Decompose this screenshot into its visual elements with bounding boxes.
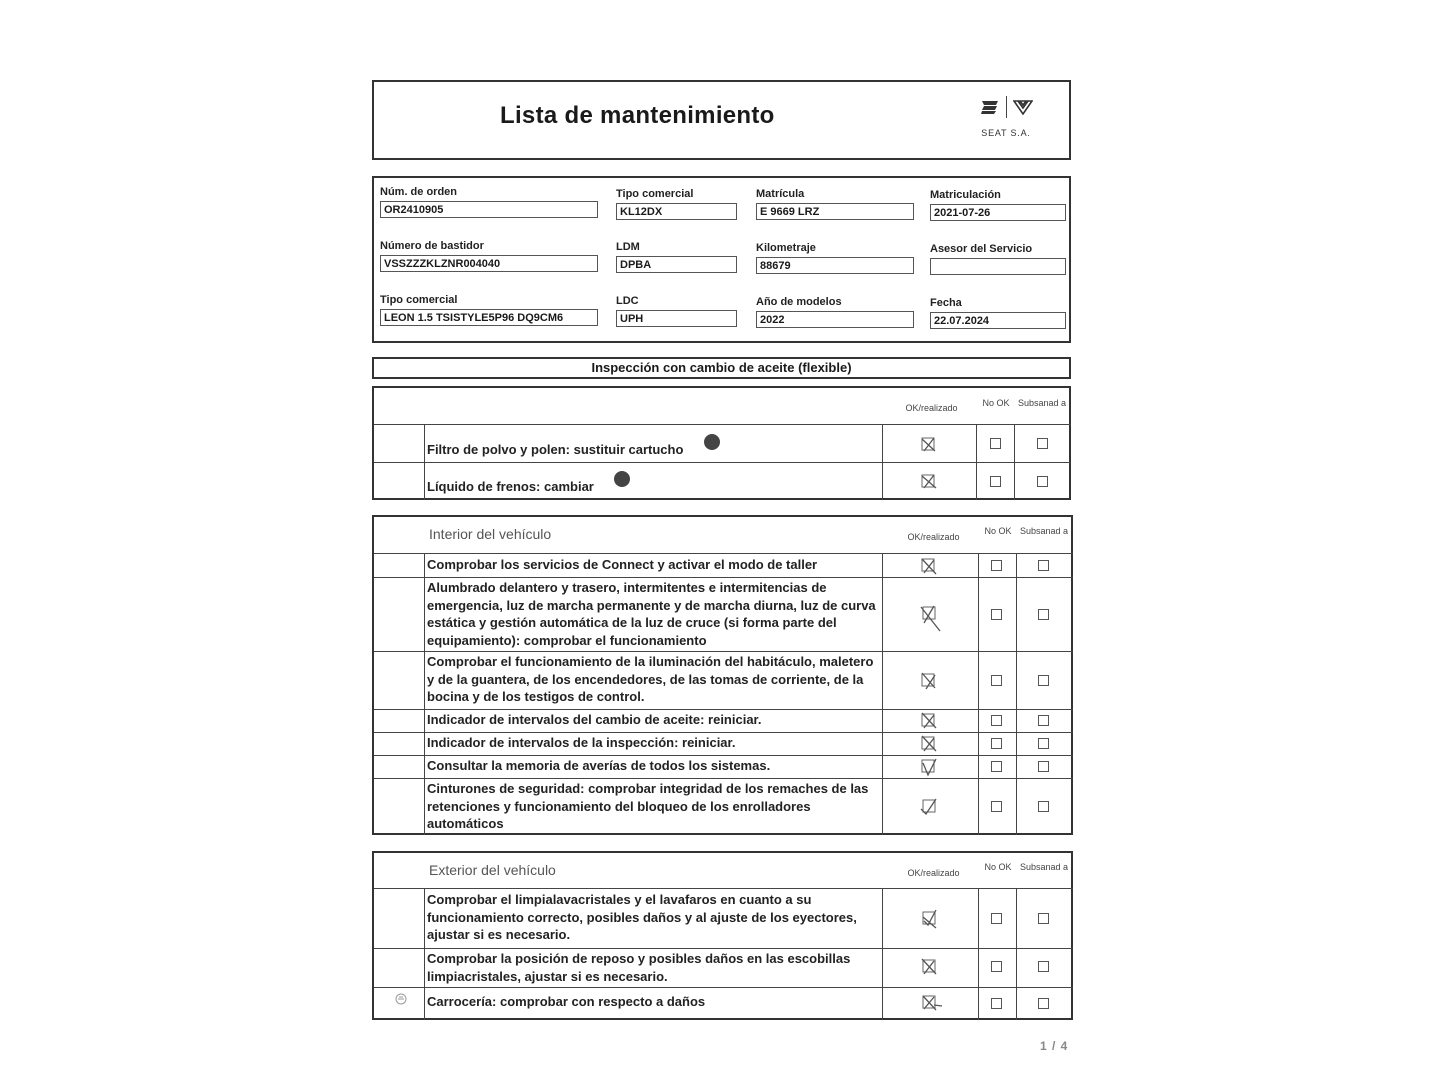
field-label: Asesor del Servicio — [930, 243, 1033, 255]
col-header-ok: OK/realizado — [907, 868, 960, 878]
checklist-item-label: Comprobar el limpialavacristales y el lavafaros en cuanto a su funcionamiento correcto, posibles daños y al ajuste de los eyectores, ajustar si es necesario. — [427, 892, 857, 942]
checklist-table-interior — [372, 515, 1073, 835]
mandatory-dot — [704, 434, 720, 450]
field-value: VSSZZZKLZNR004040 — [380, 255, 598, 272]
fixed-checkbox[interactable] — [1038, 609, 1049, 620]
group-title: Exterior del vehículo — [429, 862, 556, 878]
col-header-nok: No OK — [984, 526, 1012, 536]
mileage-field — [756, 242, 914, 274]
brand-logo — [973, 94, 1039, 140]
field-label: Núm. de orden — [380, 186, 458, 198]
checked-box-icon[interactable] — [920, 556, 938, 576]
checklist-item-label: Alumbrado delantero y trasero, intermitentes e intermitencias de emergencia, luz de marcha permanente y de marcha diurna, luz de curva estática y gestión automática de la luz de cruce (si forma parte del equipamiento): comprobar el funcionamiento — [427, 580, 876, 648]
no-ok-checkbox[interactable] — [991, 609, 1002, 620]
registration-date-field — [930, 189, 1066, 221]
col-header-nok: No OK — [984, 862, 1012, 872]
no-ok-checkbox[interactable] — [991, 961, 1002, 972]
field-value: 88679 — [756, 257, 914, 274]
field-value: OR2410905 — [380, 201, 598, 218]
checked-box-icon[interactable] — [920, 909, 938, 929]
no-ok-checkbox[interactable] — [991, 761, 1002, 772]
fixed-checkbox[interactable] — [1038, 998, 1049, 1009]
fixed-checkbox[interactable] — [1038, 801, 1049, 812]
field-value: 2022 — [756, 311, 914, 328]
checked-box-icon[interactable] — [920, 993, 944, 1013]
field-value: E 9669 LRZ — [756, 203, 914, 220]
checked-box-icon[interactable] — [920, 472, 938, 492]
fixed-checkbox[interactable] — [1038, 715, 1049, 726]
field-value: UPH — [616, 310, 737, 327]
field-label: LDC — [616, 295, 639, 307]
checked-box-icon[interactable] — [920, 734, 938, 754]
service-advisor-field — [930, 243, 1066, 275]
document-title: Lista de mantenimiento — [500, 102, 775, 129]
seat-logo-icon — [980, 99, 1000, 115]
checked-box-icon[interactable] — [920, 435, 938, 455]
field-label: Matriculación — [930, 189, 1001, 201]
checked-box-icon[interactable] — [920, 671, 938, 691]
mandatory-dot — [614, 471, 630, 487]
no-ok-checkbox[interactable] — [990, 476, 1001, 487]
col-header-fixed: Subsanad a — [1017, 398, 1067, 408]
field-label: Número de bastidor — [380, 240, 484, 252]
field-label: LDM — [616, 241, 640, 253]
field-label: Fecha — [930, 297, 962, 309]
checklist-item-label: Indicador de intervalos de la inspección: reiniciar. — [427, 735, 736, 750]
ldc-field — [616, 295, 737, 327]
fixed-checkbox[interactable] — [1038, 675, 1049, 686]
checklist-table-exterior — [372, 851, 1073, 1020]
checklist-item-label: Indicador de intervalos del cambio de aceite: reiniciar. — [427, 712, 762, 727]
field-value — [930, 258, 1066, 275]
section-title — [372, 357, 1071, 379]
car-body-icon — [394, 993, 408, 1005]
model-description-field — [380, 294, 598, 326]
field-value: 22.07.2024 — [930, 312, 1066, 329]
checklist-item-label: Consultar la memoria de averías de todos los sistemas. — [427, 758, 771, 773]
col-header-ok: OK/realizado — [907, 532, 960, 542]
fixed-checkbox[interactable] — [1038, 560, 1049, 571]
field-label: Tipo comercial — [616, 188, 694, 200]
order-info — [372, 176, 1071, 343]
date-field — [930, 297, 1066, 329]
field-value: LEON 1.5 TSISTYLE5P96 DQ9CM6 — [380, 309, 598, 326]
no-ok-checkbox[interactable] — [991, 675, 1002, 686]
checklist-item-label: Comprobar el funcionamiento de la iluminación del habitáculo, maletero y de la guantera, de los encendedores, de las tomas de corriente, de la bocina y de los testigos de control. — [427, 654, 874, 704]
document-header — [372, 80, 1071, 160]
ldm-field — [616, 241, 737, 273]
field-value: 2021-07-26 — [930, 204, 1066, 221]
checklist-item-label: Cinturones de seguridad: comprobar integridad de los remaches de las retenciones y funcionamiento del bloqueo de los enrolladores automáticos — [427, 781, 869, 831]
fixed-checkbox[interactable] — [1038, 961, 1049, 972]
page-number: 1 / 4 — [1040, 1039, 1069, 1053]
brand-name: SEAT S.A. — [981, 128, 1031, 138]
commercial-type-field — [616, 188, 737, 220]
col-header-fixed: Subsanad a — [1019, 862, 1069, 872]
field-label: Año de modelos — [756, 296, 842, 308]
cupra-logo-icon — [1013, 99, 1033, 115]
order-number-field — [380, 186, 598, 218]
checked-box-icon[interactable] — [920, 711, 938, 731]
no-ok-checkbox[interactable] — [991, 998, 1002, 1009]
no-ok-checkbox[interactable] — [991, 801, 1002, 812]
model-year-field — [756, 296, 914, 328]
no-ok-checkbox[interactable] — [991, 738, 1002, 749]
checklist-item-label: Filtro de polvo y polen: sustituir cartucho — [427, 442, 684, 457]
checklist-item-label: Comprobar la posición de reposo y posibles daños en las escobillas limpiacristales, ajustar si es necesario. — [427, 951, 851, 984]
fixed-checkbox[interactable] — [1038, 738, 1049, 749]
fixed-checkbox[interactable] — [1037, 438, 1048, 449]
field-label: Kilometraje — [756, 242, 816, 254]
checked-box-icon[interactable] — [920, 797, 938, 817]
section-title-text: Inspección con cambio de aceite (flexible) — [591, 360, 852, 375]
checked-box-icon[interactable] — [920, 957, 938, 977]
checklist-item-label: Líquido de frenos: cambiar — [427, 479, 594, 494]
group-title: Interior del vehículo — [429, 526, 552, 542]
fixed-checkbox[interactable] — [1037, 476, 1048, 487]
no-ok-checkbox[interactable] — [991, 913, 1002, 924]
checklist-item-label: Comprobar los servicios de Connect y activar el modo de taller — [427, 557, 818, 572]
col-header-fixed: Subsanad a — [1019, 526, 1069, 536]
no-ok-checkbox[interactable] — [990, 438, 1001, 449]
fixed-checkbox[interactable] — [1038, 913, 1049, 924]
checklist-table-1 — [372, 386, 1071, 500]
vin-field — [380, 240, 598, 272]
plate-field — [756, 188, 914, 220]
checked-box-icon[interactable] — [918, 603, 942, 633]
col-header-nok: No OK — [982, 398, 1010, 408]
no-ok-checkbox[interactable] — [991, 715, 1002, 726]
col-header-ok: OK/realizado — [905, 403, 958, 413]
field-label: Matrícula — [756, 188, 805, 200]
fixed-checkbox[interactable] — [1038, 761, 1049, 772]
field-label: Tipo comercial — [380, 294, 458, 306]
field-value: KL12DX — [616, 203, 737, 220]
checked-box-icon[interactable] — [920, 757, 938, 777]
no-ok-checkbox[interactable] — [991, 560, 1002, 571]
checklist-item-label: Carrocería: comprobar con respecto a daños — [427, 994, 706, 1009]
field-value: DPBA — [616, 256, 737, 273]
